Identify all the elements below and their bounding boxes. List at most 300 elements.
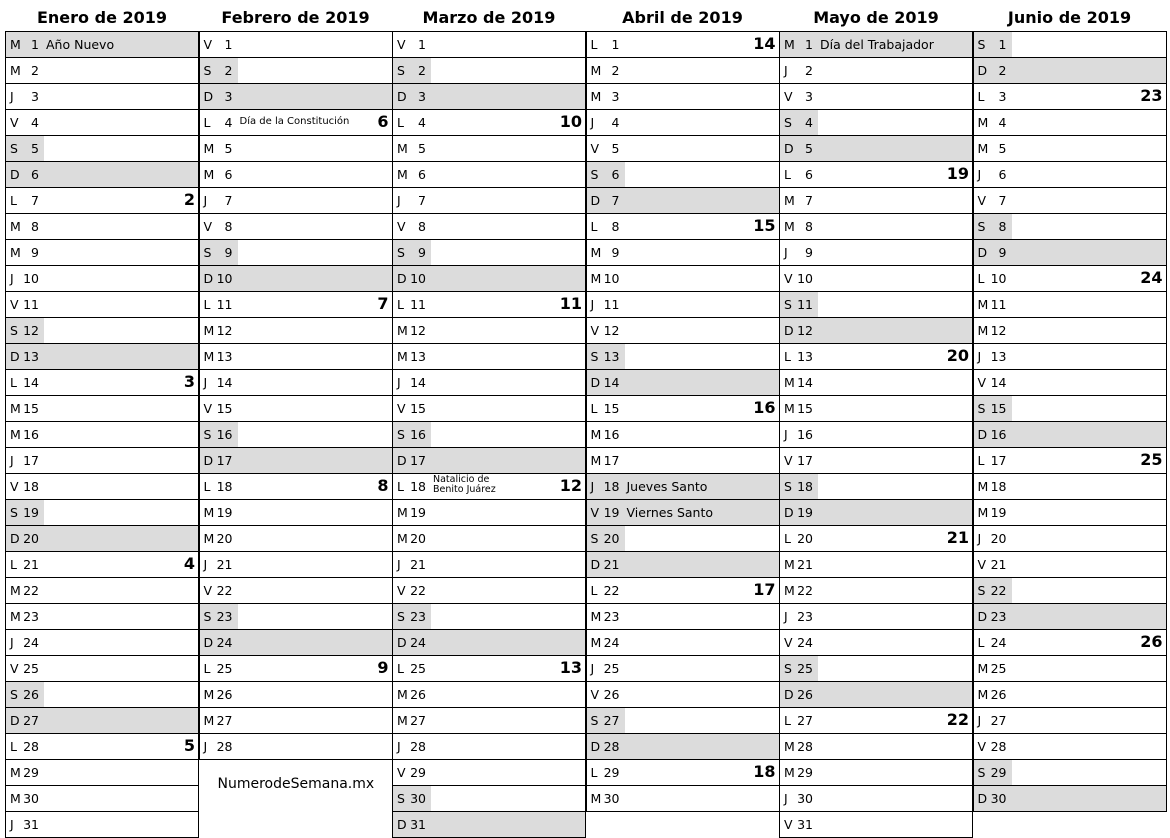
week-number: 14 [753,34,776,53]
weekday-letter: J [784,609,788,624]
day-number: 13 [216,349,233,364]
day-row [780,266,973,292]
day-number: 9 [805,245,813,260]
weekday-letter: D [10,531,20,546]
day-number: 5 [998,141,1007,156]
day-row [393,240,586,266]
day-row [974,630,1167,656]
day-number: 22 [23,583,39,598]
weekday-letter: S [397,63,405,78]
day-number: 15 [410,401,426,416]
day-number: 29 [797,765,813,780]
day-number: 20 [216,531,233,546]
day-row [6,760,199,786]
day-row [780,526,973,552]
weekday-letter: L [590,401,598,416]
day-row [780,474,973,500]
weekday-letter: M [977,479,989,494]
day-row [974,708,1167,734]
weekday-letter: V [203,583,213,598]
day-row [6,344,199,370]
day-row [780,604,973,630]
day-row [780,786,973,812]
weekday-letter: M [590,427,602,442]
day-row [587,552,780,578]
day-number: 8 [805,219,813,234]
day-number: 31 [797,817,813,832]
day-row [6,630,199,656]
day-number: 13 [990,349,1007,364]
day-number: 13 [603,349,620,364]
day-number: 3 [31,89,39,104]
weekday-letter: L [397,479,404,494]
day-row [393,734,586,760]
day-number: 20 [603,531,620,546]
weekday-letter: V [10,297,19,312]
week-number: 5 [183,736,195,755]
weekday-letter: M [203,141,215,156]
day-row [587,526,780,552]
day-number: 30 [410,791,426,806]
weekday-letter: V [977,193,987,208]
day-row [974,266,1167,292]
weekday-letter: D [397,635,407,650]
weekday-letter: S [977,765,986,780]
day-number: 19 [603,505,620,520]
day-row [780,58,973,84]
weekday-letter: V [590,687,600,702]
weekday-letter: V [397,401,406,416]
day-number: 10 [410,271,426,286]
day-row [587,604,780,630]
day-row [780,136,973,162]
weekday-letter: J [784,427,788,442]
weekday-letter: J [397,193,401,208]
weekday-letter: J [10,271,14,286]
day-number: 4 [611,115,620,130]
week-number: 17 [753,580,776,599]
day-row [587,474,780,500]
day-row [6,448,199,474]
weekday-letter: M [10,765,21,780]
day-number: 28 [216,739,233,754]
day-row [587,500,780,526]
weekday-letter: V [784,271,793,286]
day-row [393,32,586,58]
weekday-letter: J [397,557,401,572]
day-number: 2 [418,63,426,78]
day-row [780,708,973,734]
day-number: 14 [990,375,1007,390]
weekday-letter: J [590,479,595,494]
day-number: 19 [797,505,813,520]
weekday-letter: M [784,583,795,598]
day-row [6,474,199,500]
month-column [973,4,1167,812]
day-number: 3 [418,89,426,104]
day-row [6,396,199,422]
day-number: 21 [990,557,1007,572]
day-row [587,578,780,604]
day-number: 6 [31,167,39,182]
day-row [200,708,393,734]
day-number: 8 [224,219,233,234]
day-row [974,240,1167,266]
day-row [393,136,586,162]
weekday-letter: M [10,219,21,234]
weekday-letter: V [977,375,987,390]
weekday-letter: D [397,271,407,286]
day-row [587,448,780,474]
weekday-letter: V [784,817,793,832]
weekday-letter: V [10,479,19,494]
day-number: 22 [990,583,1007,598]
weekday-letter: S [977,37,986,52]
day-row [780,500,973,526]
day-number: 27 [216,713,233,728]
day-row [780,422,973,448]
day-number: 21 [410,557,426,572]
day-row [6,214,199,240]
day-number: 2 [224,63,233,78]
weekday-letter: L [10,739,17,754]
month-column [779,4,973,838]
weekday-letter: D [590,739,601,754]
week-number: 13 [559,658,582,677]
day-row [780,656,973,682]
day-row [587,136,780,162]
day-row [200,58,393,84]
day-row [587,110,780,136]
week-number: 7 [377,294,389,313]
weekday-letter: M [977,661,989,676]
day-number: 30 [23,791,39,806]
week-number: 8 [377,476,389,495]
weekday-letter: V [203,219,213,234]
day-row [974,162,1167,188]
day-row [6,32,199,58]
day-row [6,734,199,760]
day-number: 6 [998,167,1007,182]
day-number: 15 [23,401,39,416]
day-list [779,31,973,838]
day-row [974,474,1167,500]
day-row [974,786,1167,812]
day-number: 21 [23,557,39,572]
weekday-letter: V [10,661,19,676]
weekday-letter: S [10,505,18,520]
weekday-letter: M [784,375,795,390]
day-row [587,734,780,760]
day-row [974,58,1167,84]
weekday-letter: D [590,375,601,390]
day-number: 10 [797,271,813,286]
day-row [974,136,1167,162]
weekday-letter: J [977,531,982,546]
day-number: 12 [990,323,1007,338]
weekday-letter: M [977,505,989,520]
weekday-letter: M [590,271,602,286]
day-number: 23 [216,609,233,624]
day-row [974,526,1167,552]
day-number: 18 [216,479,233,494]
day-row [780,110,973,136]
day-row [974,422,1167,448]
day-number: 3 [805,89,813,104]
weekday-letter: D [203,89,214,104]
day-row [780,552,973,578]
day-row [393,630,586,656]
day-number: 22 [797,583,813,598]
day-row [6,682,199,708]
day-row [393,162,586,188]
weekday-letter: M [203,505,215,520]
day-row [974,656,1167,682]
day-number: 3 [224,89,233,104]
day-row [587,396,780,422]
weekday-letter: S [977,219,986,234]
day-number: 14 [23,375,39,390]
weekday-letter: M [10,63,21,78]
weekday-letter: L [590,583,598,598]
weekday-letter: S [784,115,792,130]
day-row [393,318,586,344]
day-row [974,214,1167,240]
weekday-letter: D [590,557,601,572]
weekday-letter: M [397,141,408,156]
day-number: 12 [797,323,813,338]
site-footer: NumerodeSemana.mx [217,776,375,792]
day-number: 9 [611,245,620,260]
day-row [393,344,586,370]
day-number: 30 [603,791,620,806]
day-number: 10 [216,271,233,286]
month-title: Mayo de 2019 [813,8,939,27]
month-title: Febrero de 2019 [221,8,370,27]
day-row [974,318,1167,344]
day-number: 19 [410,505,426,520]
day-row [393,760,586,786]
day-row [200,682,393,708]
weekday-letter: D [977,609,988,624]
day-number: 14 [603,375,620,390]
day-number: 17 [797,453,813,468]
weekday-letter: L [590,219,598,234]
day-row [587,318,780,344]
day-number: 16 [797,427,813,442]
day-row [587,58,780,84]
day-number: 7 [998,193,1007,208]
day-number: 5 [31,141,39,156]
day-row [587,656,780,682]
day-number: 26 [410,687,426,702]
holiday-name: Día de la Constitución [239,116,350,127]
weekday-letter: S [397,791,405,806]
day-number: 8 [31,219,39,234]
day-number: 11 [410,297,426,312]
day-number: 3 [998,89,1007,104]
day-row [780,682,973,708]
day-list [5,31,199,838]
day-number: 11 [797,297,813,312]
day-row [393,266,586,292]
day-row [587,32,780,58]
weekday-letter: V [397,37,406,52]
day-row [200,604,393,630]
day-row [6,812,199,838]
weekday-letter: M [10,427,21,442]
weekday-letter: S [590,167,599,182]
day-row [587,162,780,188]
day-number: 2 [998,63,1007,78]
weekday-letter: M [784,739,795,754]
weekday-letter: J [397,375,401,390]
day-row [780,578,973,604]
day-number: 6 [611,167,620,182]
day-number: 28 [410,739,426,754]
day-row [200,734,393,760]
day-number: 9 [31,245,39,260]
day-number: 27 [603,713,620,728]
weekday-letter: S [203,245,212,260]
day-number: 12 [410,323,426,338]
day-number: 7 [611,193,620,208]
weekday-letter: J [784,245,788,260]
weekday-letter: M [397,167,408,182]
day-number: 30 [797,791,813,806]
day-row [200,396,393,422]
day-row [974,396,1167,422]
day-number: 25 [797,661,813,676]
day-number: 1 [998,37,1007,52]
day-row [393,578,586,604]
weekday-letter: J [590,297,595,312]
day-row [780,734,973,760]
month-title: Enero de 2019 [36,8,168,27]
day-number: 1 [31,37,39,52]
day-row [393,110,586,136]
day-row [587,214,780,240]
month-title: Abril de 2019 [622,8,743,27]
weekday-letter: J [203,739,208,754]
day-row [200,474,393,500]
day-number: 22 [410,583,426,598]
day-row [6,110,199,136]
day-number: 24 [797,635,813,650]
week-number: 10 [559,112,582,131]
week-number: 19 [946,164,969,183]
day-row [393,500,586,526]
day-row [6,526,199,552]
week-number: 9 [377,658,389,677]
day-number: 25 [23,661,39,676]
weekday-letter: M [977,323,989,338]
weekday-letter: V [977,739,987,754]
day-number: 25 [216,661,233,676]
day-row [200,526,393,552]
day-row [6,292,199,318]
day-number: 14 [410,375,426,390]
day-row [974,552,1167,578]
day-row [974,448,1167,474]
weekday-letter: L [977,271,985,286]
day-row [200,318,393,344]
day-row [587,292,780,318]
day-number: 25 [410,661,426,676]
weekday-letter: V [590,323,600,338]
day-row [200,110,393,136]
day-number: 9 [998,245,1007,260]
day-number: 17 [990,453,1007,468]
day-number: 18 [410,479,426,494]
day-number: 1 [224,37,233,52]
weekday-letter: M [977,297,989,312]
weekday-letter: M [977,141,989,156]
weekday-letter: S [397,245,405,260]
weekday-letter: L [10,193,17,208]
weekday-letter: V [203,37,213,52]
day-row [393,58,586,84]
day-number: 13 [23,349,39,364]
day-number: 27 [797,713,813,728]
day-number: 28 [797,739,813,754]
day-number: 24 [23,635,39,650]
weekday-letter: M [397,323,408,338]
day-row [587,240,780,266]
weekday-letter: M [203,687,215,702]
month-column [586,4,780,812]
day-row [200,162,393,188]
day-number: 9 [418,245,426,260]
day-row [780,32,973,58]
day-row [974,578,1167,604]
day-number: 24 [410,635,426,650]
day-row [974,292,1167,318]
day-number: 20 [23,531,39,546]
holiday-name: Día del Trabajador [820,37,934,52]
day-number: 12 [216,323,233,338]
week-number: 18 [753,762,776,781]
day-number: 1 [418,37,426,52]
weekday-letter: J [10,817,14,832]
day-number: 18 [797,479,813,494]
weekday-letter: L [977,453,985,468]
week-number: 25 [1140,450,1163,469]
weekday-letter: S [977,583,986,598]
weekday-letter: D [977,245,988,260]
day-number: 10 [990,271,1007,286]
day-number: 24 [603,635,620,650]
weekday-letter: L [397,115,404,130]
weekday-letter: L [10,557,17,572]
weekday-letter: V [397,219,406,234]
day-number: 26 [23,687,39,702]
day-number: 21 [603,557,620,572]
day-number: 16 [990,427,1007,442]
day-row [780,630,973,656]
day-row [587,682,780,708]
day-row [6,708,199,734]
day-row [393,708,586,734]
day-row [6,188,199,214]
weekday-letter: L [784,349,791,364]
weekday-letter: D [203,453,214,468]
day-number: 16 [603,427,620,442]
day-number: 18 [990,479,1007,494]
day-number: 27 [23,713,39,728]
weekday-letter: L [784,713,791,728]
day-number: 5 [224,141,233,156]
